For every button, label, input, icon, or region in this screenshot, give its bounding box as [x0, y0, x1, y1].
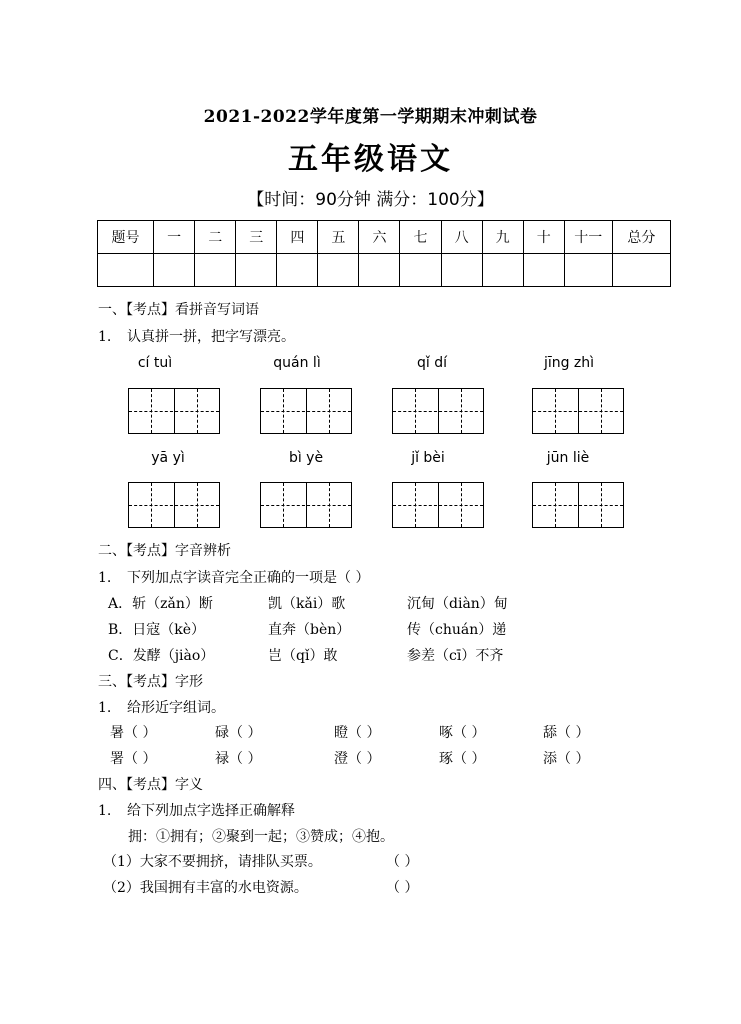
score-header-cell: 十: [523, 221, 564, 254]
score-header-cell: 二: [195, 221, 236, 254]
exam-title: 2021-2022学年度第一学期期末冲刺试卷: [203, 107, 538, 127]
question-text: 认真拼一拼，把字写漂亮。: [127, 329, 295, 345]
score-entry-cell[interactable]: [154, 254, 195, 287]
score-header-cell: 九: [482, 221, 523, 254]
score-header-cell: 十一: [564, 221, 612, 254]
exam-meta: 【时间：90分钟 满分：100分】: [247, 190, 494, 210]
score-header-cell: 总分: [612, 221, 670, 254]
word-blank[interactable]: 添（ ）: [543, 751, 590, 767]
score-header-cell: 题号: [98, 221, 154, 254]
option-a-item-1: A．斩（zǎn）断: [108, 596, 213, 612]
word-blank[interactable]: 暑（ ）: [110, 725, 157, 741]
score-entry-cell[interactable]: [612, 254, 670, 287]
question-number: 1.: [98, 329, 112, 345]
word-blank[interactable]: 禄（ ）: [215, 751, 262, 767]
section-heading-4: 四、【考点】字义: [98, 777, 203, 793]
pinyin-label: bì yè: [288, 450, 324, 466]
writing-grid[interactable]: [532, 482, 624, 528]
question-number: 1.: [98, 570, 112, 586]
definition-line: 拥：①拥有；②聚到一起；③赞成；④抱。: [128, 829, 394, 845]
score-entry-cell[interactable]: [441, 254, 482, 287]
question-1-1: [98, 326, 295, 346]
writing-grid[interactable]: [392, 482, 484, 528]
writing-grid[interactable]: [532, 388, 624, 434]
score-header-cell: 四: [277, 221, 318, 254]
word-blank[interactable]: 署（ ）: [110, 751, 157, 767]
score-entry-cell[interactable]: [564, 254, 612, 287]
score-entry-cell[interactable]: [195, 254, 236, 287]
pinyin-label: quán lì: [273, 355, 321, 371]
score-entry-cell[interactable]: [359, 254, 400, 287]
question-text: 给形近字组词。: [127, 700, 225, 716]
pinyin-label: cí tuì: [137, 355, 173, 371]
question-number: 1.: [98, 803, 112, 819]
option-c-item-3: 参差（cī）不齐: [407, 648, 504, 664]
option-b-item-1: B．日寇（kè）: [108, 622, 206, 638]
definition-item-1: （1）大家不要拥挤，请排队买票。: [103, 854, 322, 870]
answer-blank[interactable]: （ ）: [386, 854, 419, 870]
question-text: 给下列加点字选择正确解释: [127, 803, 295, 819]
score-entry-cell[interactable]: [277, 254, 318, 287]
question-text: 下列加点字读音完全正确的一项是（ ）: [127, 570, 370, 586]
section-heading-1: 一、【考点】看拼音写词语: [98, 302, 259, 318]
option-c-item-1: C．发酵（jiào）: [108, 648, 215, 664]
score-entry-cell[interactable]: [98, 254, 154, 287]
word-blank[interactable]: 澄（ ）: [334, 751, 381, 767]
score-header-cell: 六: [359, 221, 400, 254]
pinyin-label: jīng zhì: [543, 355, 595, 371]
question-2-1: [98, 567, 369, 587]
pinyin-label: yā yì: [151, 450, 185, 466]
score-header-cell: 三: [236, 221, 277, 254]
option-b-item-2: 直奔（bèn）: [268, 622, 351, 638]
score-entry-cell[interactable]: [318, 254, 359, 287]
writing-grid[interactable]: [128, 482, 220, 528]
option-a-item-3: 沉甸（diàn）甸: [407, 596, 508, 612]
score-entry-cell[interactable]: [523, 254, 564, 287]
score-header-cell: 八: [441, 221, 482, 254]
question-3-1: [98, 697, 225, 717]
writing-grid[interactable]: [392, 388, 484, 434]
definition-item-2: （2）我国拥有丰富的水电资源。: [103, 880, 308, 896]
question-number: 1.: [98, 700, 112, 716]
pinyin-label: jǐ bèi: [411, 450, 445, 466]
word-blank[interactable]: 瞪（ ）: [334, 725, 381, 741]
writing-grid[interactable]: [260, 482, 352, 528]
pinyin-label: jūn liè: [546, 450, 590, 466]
score-entry-cell[interactable]: [236, 254, 277, 287]
option-c-item-2: 岂（qǐ）敢: [268, 648, 338, 664]
score-header-cell: 一: [154, 221, 195, 254]
score-table: [97, 220, 671, 287]
word-blank[interactable]: 碌（ ）: [215, 725, 262, 741]
writing-grid[interactable]: [260, 388, 352, 434]
option-b-item-3: 传（chuán）递: [407, 622, 507, 638]
answer-blank[interactable]: （ ）: [386, 880, 419, 896]
score-table-entry-row: [98, 254, 671, 287]
word-blank[interactable]: 舔（ ）: [543, 725, 590, 741]
question-4-1: [98, 800, 295, 820]
subject-title: 五年级语文: [288, 142, 453, 177]
score-table-header-row: [98, 221, 671, 254]
word-blank[interactable]: 啄（ ）: [439, 725, 486, 741]
writing-grid[interactable]: [128, 388, 220, 434]
score-entry-cell[interactable]: [482, 254, 523, 287]
score-entry-cell[interactable]: [400, 254, 441, 287]
option-a-item-2: 凯（kǎi）歌: [268, 596, 346, 612]
section-heading-3: 三、【考点】字形: [98, 674, 203, 690]
pinyin-label: qǐ dí: [416, 355, 447, 371]
section-heading-2: 二、【考点】字音辨析: [98, 543, 231, 559]
word-blank[interactable]: 琢（ ）: [439, 751, 486, 767]
score-header-cell: 七: [400, 221, 441, 254]
score-header-cell: 五: [318, 221, 359, 254]
